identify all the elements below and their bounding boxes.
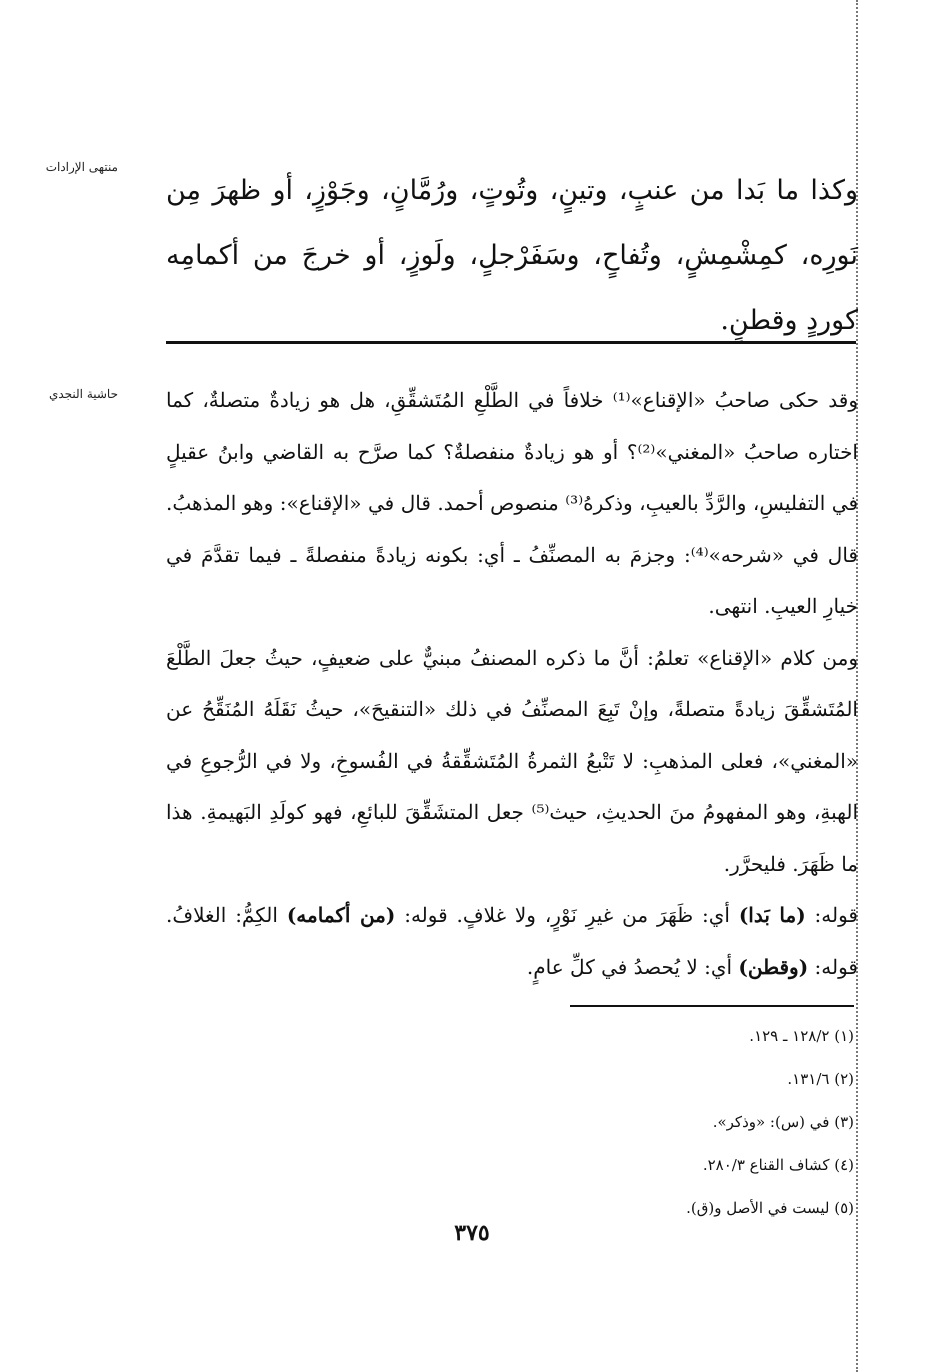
commentary-paragraph-2: ومن كلام «الإقناع» تعلمُ: أنَّ ما ذكره المصنفُ مبنيٌّ على ضعيفٍ، حيثُ جعلَ الطَّلْعَ المُتَشقِّقَ زيادةً متصلةً، وإنْ تَبِعَ المصنِّفُ في ذلك «التنقيحَ»، حيثُ نَقَلَهُ المُنَقِّحُ عن «المغني»، فعلى المذهبِ: لا تَتْبعُ الثمرةُ المُتَشقِّقةُ في الفُسوخِ، ولا في الرُّجوعِ في الهبةِ، وهو المفهومُ منَ الحديثِ، حيث⁽⁵⁾ جعل المتشَقِّقَ للبائعِ، فهو كولَدِ البَهيمةِ. هذا ما ظَهَرَ. فليحرَّر. [166, 645, 858, 876]
quoted-term: (من أكمامه) [286, 903, 396, 927]
footnotes [686, 1015, 854, 1230]
quoted-term: (ما بَدا) [738, 903, 806, 927]
commentary-paragraph-1: وقد حكى صاحبُ «الإقناع»⁽¹⁾ خلافاً في الطَّلْعِ المُتَشقِّقِ، هل هو زيادةٌ متصلةٌ، كما اختاره صاحبُ «المغني»⁽²⁾؟ أو هو زيادةٌ منفصلةٌ؟ كما صرَّح به القاضي وابنُ عقيلٍ في التفليسِ، والرَّدِّ بالعيبِ، وذكرهُ⁽³⁾ منصوص أحمد. قال في «الإقناع»: وهو المذهبُ. قال في «شرحه»⁽⁴⁾: وجزمَ به المصنِّفُ ـ أي: بكونه زيادةً منفصلةً ـ فيما تقدَّمَ في خيارِ العيبِ. انتهى. [166, 388, 859, 618]
footnote: (٤) كشاف القناع ٢٨٠/٣. [702, 1156, 854, 1174]
footnote: (١) ١٢٨/٢ ـ ١٢٩. [749, 1027, 854, 1045]
commentary-text [166, 375, 858, 993]
footnote: (٣) في (س): «وذكر». [712, 1113, 854, 1131]
footnote: (٥) ليست في الأصل و(ق). [686, 1199, 854, 1217]
side-label-hashiya: حاشية النجدي [48, 387, 118, 401]
commentary-paragraph-3: قوله: (ما بَدا) أي: ظَهَرَ من غيرِ نَوْرٍ، ولا غلافٍ. قوله: (من أكمامه) الكِمُّ: الغلافُ. قوله: (وقطن) أي: لا يُحصدُ في كلِّ عامٍ. [166, 903, 858, 979]
quoted-term: (وقطن) [738, 954, 809, 979]
matn-text: وكذا ما بَدا من عنبٍ، وتينٍ، وتُوتٍ، ورُمَّانٍ، وجَوْزٍ، أو ظهرَ مِن نَورِه، كمِشْمِشٍ، وتُفاحٍ، وسَفَرْجلٍ، ولَوزٍ، أو خرجَ من أكمامِه كوردٍ وقطنٍ. [166, 175, 858, 336]
side-label-matn: منتهى الإرادات [45, 160, 118, 174]
footnote: (٢) ١٣١/٦. [787, 1070, 854, 1088]
footnote-separator [570, 1005, 854, 1007]
section-separator [166, 341, 856, 344]
page-number: ٣٧٥ [454, 1220, 490, 1246]
